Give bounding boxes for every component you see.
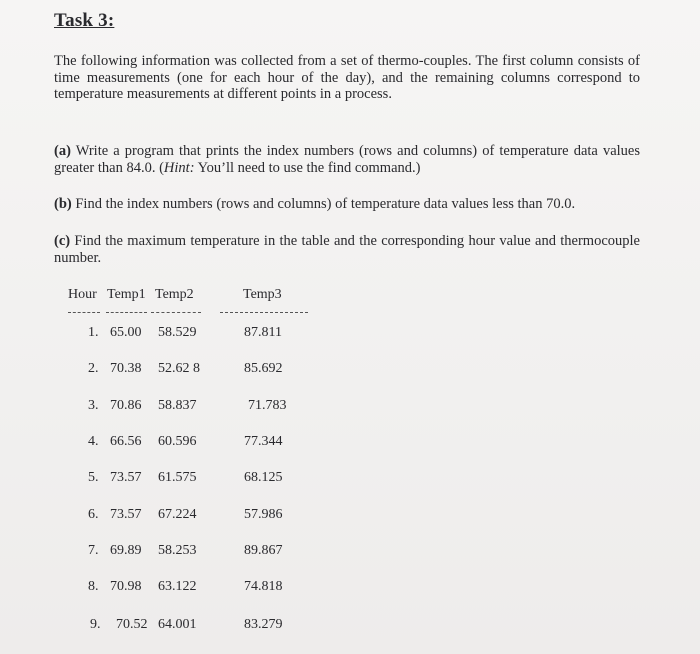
part-c-label: (c) bbox=[54, 233, 71, 249]
temp3-cell: 85.692 bbox=[244, 361, 283, 376]
table-row bbox=[0, 398, 700, 418]
temp3-cell: 68.125 bbox=[244, 470, 283, 485]
row-index: 7. bbox=[88, 543, 99, 558]
header-temp1: Temp1 bbox=[107, 287, 146, 302]
part-c-text: Find the maximum temperature in the table and the corresponding hour value and thermocouple number. bbox=[54, 233, 640, 266]
temp2-cell: 64.001 bbox=[158, 617, 197, 632]
temp2-cell: 58.529 bbox=[158, 325, 197, 340]
part-b-text: Find the index numbers (rows and columns) of temperature data values less than 70.0. bbox=[75, 196, 576, 212]
temp1-cell: 66.56 bbox=[110, 434, 142, 449]
row-index: 9. bbox=[90, 617, 101, 632]
temp3-cell: 74.818 bbox=[244, 579, 283, 594]
temp2-cell: 63.122 bbox=[158, 579, 197, 594]
header-temp3: Temp3 bbox=[243, 287, 282, 302]
temp3-cell: 71.783 bbox=[248, 398, 287, 413]
temp2-cell: 52.62 8 bbox=[158, 361, 200, 376]
row-index: 5. bbox=[88, 470, 99, 485]
part-a-paragraph bbox=[54, 143, 640, 176]
part-a-label: (a) bbox=[54, 143, 71, 159]
task-title: Task 3: bbox=[54, 10, 115, 31]
header-divider-temp2 bbox=[151, 312, 201, 313]
temp3-cell: 87.811 bbox=[244, 325, 282, 340]
table-row bbox=[0, 507, 700, 527]
row-index: 3. bbox=[88, 398, 99, 413]
temp3-cell: 89.867 bbox=[244, 543, 283, 558]
temp2-cell: 58.253 bbox=[158, 543, 197, 558]
header-divider-hour bbox=[68, 312, 100, 313]
temp1-cell: 70.52 bbox=[116, 617, 148, 632]
temp1-cell: 70.98 bbox=[110, 579, 142, 594]
table-row bbox=[0, 325, 700, 345]
part-a-text: Write a program that prints the index numbers (rows and columns) of temperature data values greater than 84.0. ( bbox=[54, 143, 640, 176]
intro-paragraph: The following information was collected from a set of thermo-couples. The first column consists of time measurements (one for each hour of the day), and the remaining columns correspond to temperature measurements at different points in a process. bbox=[54, 53, 640, 102]
row-index: 1. bbox=[88, 325, 99, 340]
header-hour: Hour bbox=[68, 287, 97, 302]
temp1-cell: 73.57 bbox=[110, 507, 142, 522]
temp1-cell: 70.38 bbox=[110, 361, 142, 376]
part-a-text-after-hint: You’ll need to use the find command.) bbox=[194, 159, 421, 176]
header-divider-temp1 bbox=[106, 312, 147, 313]
part-c-paragraph bbox=[54, 233, 640, 266]
temp1-cell: 65.00 bbox=[110, 325, 142, 340]
temp3-cell: 77.344 bbox=[244, 434, 283, 449]
temp1-cell: 70.86 bbox=[110, 398, 142, 413]
temp2-cell: 58.837 bbox=[158, 398, 197, 413]
row-index: 4. bbox=[88, 434, 99, 449]
row-index: 8. bbox=[88, 579, 99, 594]
temp2-cell: 61.575 bbox=[158, 470, 197, 485]
table-row bbox=[0, 470, 700, 490]
table-row bbox=[0, 579, 700, 599]
temp3-cell: 83.279 bbox=[244, 617, 283, 632]
part-a-hint-label: Hint: bbox=[163, 159, 195, 176]
row-index: 2. bbox=[88, 361, 99, 376]
table-row bbox=[0, 434, 700, 454]
temp2-cell: 67.224 bbox=[158, 507, 197, 522]
table-row bbox=[0, 617, 700, 637]
temp2-cell: 60.596 bbox=[158, 434, 197, 449]
temp1-cell: 73.57 bbox=[110, 470, 142, 485]
table-row bbox=[0, 543, 700, 563]
temp1-cell: 69.89 bbox=[110, 543, 142, 558]
part-b-label: (b) bbox=[54, 196, 72, 212]
temp3-cell: 57.986 bbox=[244, 507, 283, 522]
part-b-paragraph bbox=[54, 196, 640, 213]
table-row bbox=[0, 361, 700, 381]
header-temp2: Temp2 bbox=[155, 287, 194, 302]
row-index: 6. bbox=[88, 507, 99, 522]
header-divider-temp3 bbox=[220, 312, 308, 313]
